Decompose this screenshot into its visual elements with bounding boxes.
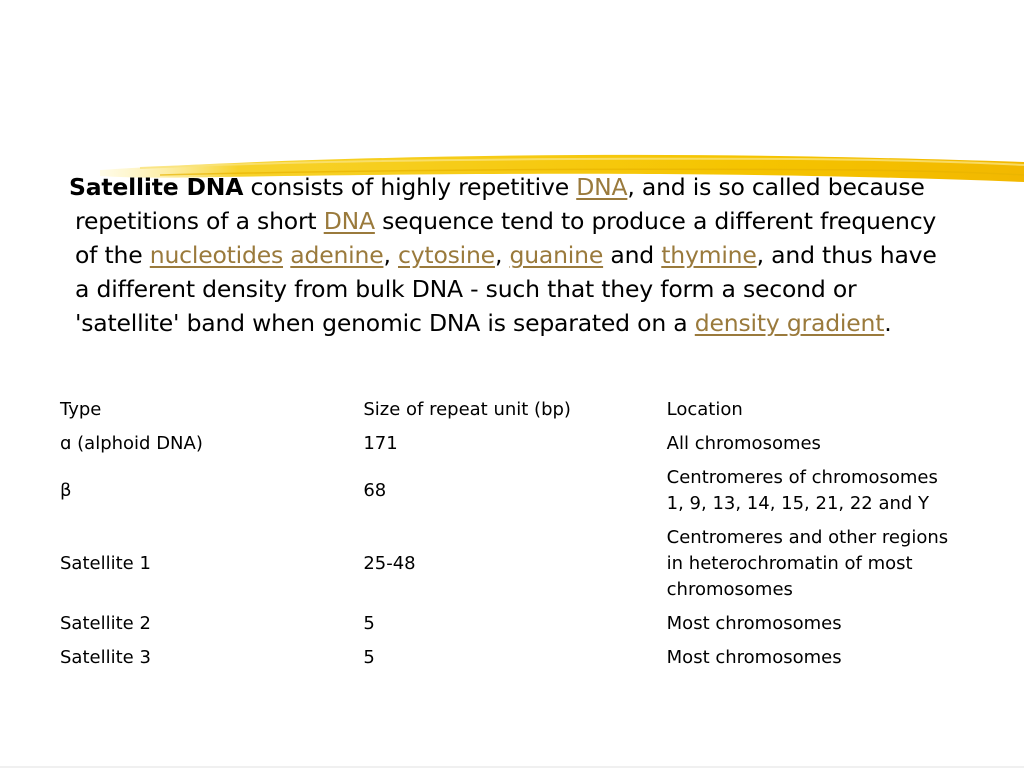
text-segment: , and is so called because repetitions of a short bbox=[75, 173, 925, 235]
table-row bbox=[52, 607, 962, 641]
cell-size: 171 bbox=[363, 433, 398, 454]
text-segment: , and thus have a different density from bulk DNA - such that they form a second or 'satellite' band when genomic DNA is separated on a bbox=[75, 241, 937, 337]
cell-type: β bbox=[60, 480, 72, 501]
term-heading: Satellite DNA bbox=[69, 173, 244, 201]
link-cytosine[interactable]: cytosine bbox=[398, 241, 495, 269]
table-header-row bbox=[52, 393, 962, 427]
link-guanine[interactable]: guanine bbox=[509, 241, 604, 269]
link-density-gradient[interactable]: density gradient bbox=[694, 309, 885, 337]
cell-location: All chromosomes bbox=[666, 433, 821, 454]
link-thymine[interactable]: thymine bbox=[661, 241, 757, 269]
cell-size: 5 bbox=[363, 647, 375, 668]
header-location: Location bbox=[666, 399, 743, 420]
link-nucleotides[interactable]: nucleotides bbox=[149, 241, 284, 269]
text-segment: . bbox=[884, 309, 892, 337]
cell-type: Satellite 1 bbox=[60, 553, 151, 574]
table-row bbox=[52, 461, 962, 521]
satellite-table bbox=[52, 393, 962, 675]
description-paragraph bbox=[69, 170, 945, 340]
header-type: Type bbox=[60, 399, 102, 420]
text-segment: sequence tend to produce a different frequency of the bbox=[75, 207, 937, 269]
cell-type: ɑ (alphoid DNA) bbox=[60, 433, 203, 454]
cell-size: 5 bbox=[363, 613, 375, 634]
link-adenine[interactable]: adenine bbox=[290, 241, 384, 269]
table-row bbox=[52, 427, 962, 461]
link-dna[interactable]: DNA bbox=[576, 173, 628, 201]
cell-size: 25-48 bbox=[363, 553, 416, 574]
text-segment: and bbox=[603, 241, 662, 269]
cell-type: Satellite 2 bbox=[60, 613, 151, 634]
text-segment: consists of highly repetitive bbox=[243, 173, 577, 201]
text-segment: , bbox=[494, 241, 510, 269]
cell-location: Most chromosomes bbox=[666, 647, 842, 668]
table-row bbox=[52, 641, 962, 675]
cell-location: Centromeres and other regions in heterochromatin of most chromosomes bbox=[666, 527, 949, 600]
cell-type: Satellite 3 bbox=[60, 647, 151, 668]
cell-location: Centromeres of chromosomes 1, 9, 13, 14, 15, 21, 22 and Y bbox=[666, 467, 938, 514]
cell-location: Most chromosomes bbox=[666, 613, 842, 634]
link-dna[interactable]: DNA bbox=[323, 207, 375, 235]
table-row bbox=[52, 521, 962, 607]
text-segment: , bbox=[383, 241, 398, 269]
cell-size: 68 bbox=[363, 480, 387, 501]
header-size: Size of repeat unit (bp) bbox=[363, 399, 571, 420]
